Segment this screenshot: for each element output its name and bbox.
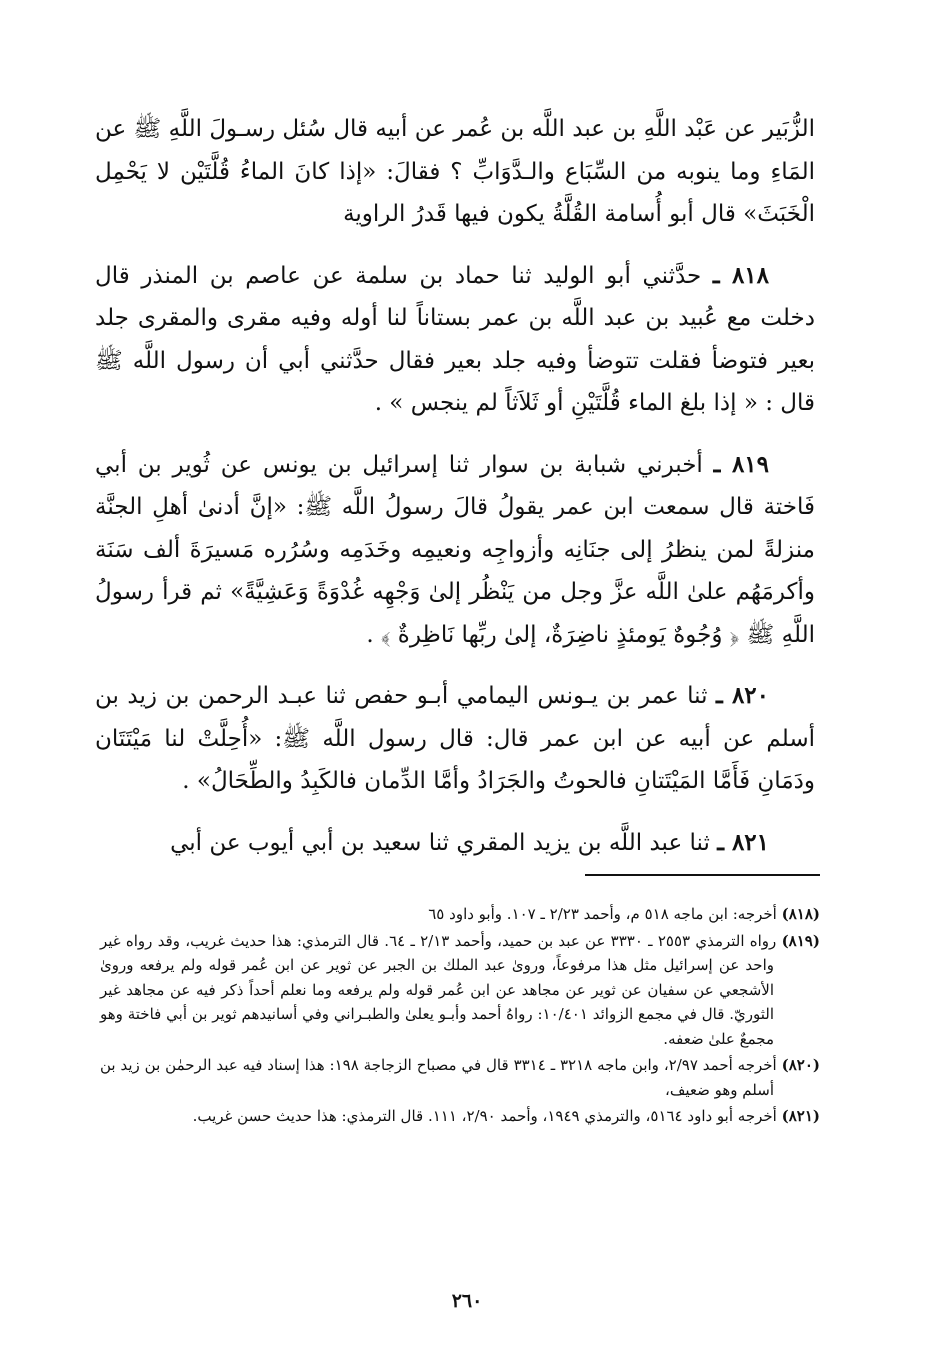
hadith-818 [95,255,815,425]
footnote-divider [585,874,820,876]
hadith-number: ٨١٩ ـ [713,450,769,478]
main-text [95,108,815,883]
footnote-number: (٨١٨) [781,905,820,923]
hadith-820 [95,675,815,803]
hadith-819 [95,444,815,657]
footnote-text: أخرجه أحمد ٢/٩٧، وابن ماجه ٣٢١٨ ـ ٣٣١٤ قال في مصباح الزجاجة ١٩٨: هذا إسناد فيه عبد الرحمٰن بن زيد بن أسلم وهو ضعيف، [100,1056,777,1099]
hadith-number: ٨٢١ ـ [717,828,769,856]
page-number: ٢٦٠ [451,1290,483,1312]
footnotes [100,902,820,1131]
paragraph-continuation [95,108,815,236]
footnote-number: (٨١٩) [781,931,820,950]
footnote-818 [100,902,820,927]
hadith-821 [95,822,815,865]
footnote-number: (٨٢٠) [781,1056,821,1074]
footnote-number: (٨٢١) [781,1107,820,1125]
footnote-text: أخرجه أبو داود ٥١٦٤، والترمذي ١٩٤٩، وأحمد ٢/٩٠، ١١١. قال الترمذي: هذا حديث حسن غريب. [192,1107,777,1125]
paragraph-text: حدَّثني أبو الوليد ثنا حماد بن سلمة عن عاصم بن المنذر قال دخلت مع عُبيد بن عبد اللَّه بن عمر بستاناً لنا أوله وفيه مقرى والمقرى جلد بعير فتوضأ فقلت تتوضأ وفيه جلد بعير فقال حدَّثني أبي أن رسول اللَّه ﷺ قال : « إذا بلغ الماء قُلَّتَيْنِ أو ثَلاَثاً لم ينجس » . [95,262,815,416]
hadith-number: ٨٢٠ ـ [716,682,770,709]
paragraph-text: ثنا عبد اللَّه بن يزيد المقري ثنا سعيد بن أبي أيوب عن أبي [170,829,710,856]
footnote-819 [100,929,820,1052]
footnote-text: رواه الترمذي ٢٥٥٣ ـ ٣٣٣٠ عن عبد بن حميد، وأحمد ٢/١٣ ـ ٦٤. قال الترمذي: هذا حديث غريب، وقد رواه غير واحد عن إسرائيل مثل هذا مرفوعاً، وروىٰ عبد الملك بن الجبر عن ثوير عن ابن عُمر قوله ولم يرفعه وروىٰ الأشجعي عن سفيان عن ثوير عن مجاهد عن ابن عُمر قوله ولم يرفعه وما نعلم أحداً ذكر فيه عن مجاهد غير الثوريّ. قال في مجمع الزوائد ١٠/٤٠١: رواهُ أحمد وأبـو يعلىٰ والطبـراني وفي أسانيدهم ثوير بن أبي فاختة وهو مجمعٌ علىٰ ضعفه. [100,931,777,1048]
footnote-text: أخرجه: ابن ماجه ٥١٨ م، وأحمد ٢/٢٣ ـ ١٠٧. وأبو داود ٦٥ [428,905,777,923]
footnote-820 [100,1053,820,1102]
paragraph-text: أخبرني شبابة بن سوار ثنا إسرائيل بن يونس عن ثُوير بن أبي فَاختة قال سمعت ابن عمر يقولُ قالَ رسولُ اللَّه ﷺ: «إنَّ أدنىٰ أهلِ الجنَّة منزلةً لمن ينظرُ إلى جنَانِه وأزواجِه ونعيمِه وخَدَمِه وسُرُره مَسيرَةَ ألف سَنَة وأكرمَهُم علىٰ اللَّه عزَّ وجل من يَنْظُر إلىٰ وَجْهِه غُدْوَةً وَعَشِيَّةً» ثم قرأ رسولُ اللَّهِ ﷺ ﴿ وُجُوهٌ يَومئذٍ ناضِرَةٌ، إلىٰ ربِّها نَاظِرةٌ ﴾ . [95,451,815,648]
paragraph-text: الزُّبَير عن عَبْد اللَّهِ بن عبد اللَّه بن عُمر عن أبيه قال سُئل رسـولَ اللَّهِ ﷺ عن المَاءِ وما ينوبه من السِّبَاع والـدَّوَابِّ ؟ فقالَ: «إذا كانَ الماءُ قُلَّتَيْن لا يَحْمِل الْخَبَثَ» قال أبو أُسامة القُلَّةُ يكون فيها قَدرُ الراوية [95,116,815,227]
paragraph-text: ثنا عمر بن يـونس اليمامي أبـو حفص ثنا عبـد الرحمن بن زيد بن أسلم عن أبيه عن ابن عمر قال: قال رسول اللَّه ﷺ: «أُحِلَّتْ لنا مَيْتَتَان ودَمَانِ فَأَمَّا المَيْتَتانِ فالحوتُ والجَرَادُ وأمَّا الدِّمان فالكَبِدُ والطِّحَالُ» . [95,683,815,794]
footnote-821 [100,1104,820,1129]
hadith-number: ٨١٨ ـ [712,261,770,289]
